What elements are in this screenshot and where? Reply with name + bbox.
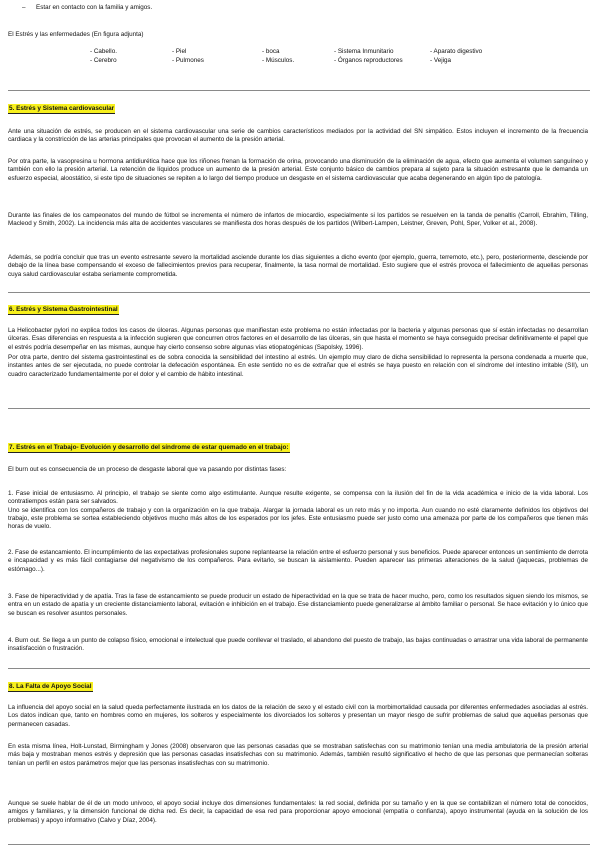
divider-rule	[8, 408, 590, 409]
section-paragraph: 1. Fase inicial de entusiasmo. Al principio, el trabajo se siente como algo estimulante. Aunque resulte exigente, se compensa con la ilusión del fin de la vida académica e inicio de la vida laboral. Los contratiempos están para ser salvados. Uno se identifica con los compañeros de trabajo y con la organización en la que trabaja. Alargar la jornada laboral es un reto más y no importa. Aun cuando no esté claramente definidos los objetivos del trabajo, este problema se sortea estableciendo objetivos mucho más altos de los esperados por los jefes. Este entusiasmo puede ser justo como una amenaza por parte de los compañeros que tienen más horas de vuelo.	[8, 490, 588, 531]
section-heading: 5. Estrés y Sistema cardiovascular	[9, 105, 115, 112]
organ-item: Cabello.	[93, 48, 117, 55]
organs-list	[90, 48, 530, 68]
divider-rule	[8, 668, 590, 669]
section-paragraph: Por otra parte, la vasopresina u hormona antidiurética hace que los riñones frenan la formación de orina, provocando una disminución de la eliminación de agua, efecto que aumenta el volumen sanguíneo y también con ello la presión arterial. La retención de líquidos produce un aumento de la presión arterial. Este conjunto básico de cambios prepara al sujeto para la situación estresante que le demanda un esfuerzo especial, aloostático, si este tipo de situaciones se repiten a lo largo del tiempo produce un desgaste en el sistema cardiovascular que acaba degenerando en algún tipo de patología.	[8, 158, 588, 182]
organ-item: Cerebro	[93, 56, 117, 64]
divider-rule	[8, 90, 590, 91]
organ-item: Piel	[175, 48, 187, 55]
section-paragraph: Por otra parte, dentro del sistema gastrointestinal es de sobra conocida la sensibilidad del intestino al estrés. Un ejemplo muy claro de dicha sensibilidad lo representa la persona condenada a muerte que, instantes antes de ser ejecutada, no puede controlar la defecación espontánea. En este sentido no es de extrañar que el estrés se haya puesto en relación con el síndrome del intestino irritable (SII), un cuadro caracterizado fundamentalmente por el dolor y el cambio de hábito intestinal.	[8, 354, 588, 378]
organ-item: Sistema Inmunitario	[337, 48, 394, 55]
organ-item: Órganos reproductores	[337, 56, 403, 64]
section-paragraph: Ante una situación de estrés, se producen en el sistema cardiovascular una serie de cambios característicos mediados por la actividad del SN simpático. Estos incluyen el incremento de la frecuencia cardiaca y la constricción de las arterias principales que provocan el aumento de la presión arterial.	[8, 128, 588, 144]
section-paragraph: Además, se podría concluir que tras un evento estresante severo la mortalidad asciende durante los días siguientes a dicho evento (por ejemplo, guerra, terremoto, etc.), pero, posteriormente, desciende por debajo de la línea base compensando el exceso de fallecimientos previos para recuperar, finalmente, la tasa normal de mortalidad. Esto sugiere que el estrés provoca el fallecimiento de aquellas personas cuya salud cardiovascular estaba seriamente comprometida.	[8, 254, 588, 278]
section-paragraph: La influencia del apoyo social en la salud queda perfectamente ilustrada en los datos de la relación de sexo y el estado civil con la morbimortalidad causada por diferentes enfermedades asociadas al estrés. Los datos indican que, tanto en hombres como en mujeres, los solteros y especialmente los divorciados los solteros y presentan un mayor riesgo de sufrir problemas de salud que aquellas personas que permanecen casadas.	[8, 704, 588, 728]
organ-column: - Piel - Pulmones	[172, 48, 204, 64]
divider-rule	[8, 292, 590, 293]
organ-column: - Cabello. - Cerebro	[90, 48, 117, 64]
section-paragraph: Aunque se suele hablar de él de un modo unívoco, el apoyo social incluye dos dimensiones fundamentales: la red social, definida por su tamaño y en la que se contabilizan el número total de conocidos, amigos y familiares, y la dimensión funcional de dicha red. Es decir, la capacidad de esa red para proporcionar apoyo emocional (empatía o confianza), apoyo instrumental (ayuda en la solución de los problemas) y apoyo informativo (Calvo y Díaz, 2004).	[8, 800, 588, 824]
intro-bullet-text: Estar en contacto con la familia y amigos.	[36, 4, 153, 11]
organ-column: - boca - Músculos.	[262, 48, 295, 64]
section-paragraph: 2. Fase de estancamiento. El incumplimiento de las expectativas profesionales supone replantearse la relación entre el esfuerzo personal y sus beneficios. Puede aparecer entonces un sentimiento de derrota e incapacidad y es más fácil contagiarse del negativismo de los compañeros. Para evitarlo, se buscan la aislamiento. Pueden aparecer las primeras alteraciones de la salud (jaquecas, problemas de estómago...).	[8, 549, 588, 573]
divider-rule	[8, 844, 590, 845]
section-paragraph: 3. Fase de hiperactividad y de apatía. Tras la fase de estancamiento se puede producir un estado de hiperactividad en la que se trata de hacer mucho, pero, como los resultados siguen siendo los mismos, se entra en un estado de apatía y un creciente distanciamiento laboral, evitación e inhibición en el trabajo. Ese distanciamiento puede generalizarse al ámbito familiar o personal. Se hace evitación y lo único que se buscan es resolver asuntos personales.	[8, 593, 588, 617]
organ-column: - Aparato digestivo - Vejiga	[430, 48, 483, 64]
intro-bullet	[22, 4, 422, 12]
section-paragraph: La Helicobacter pylori no explica todos los casos de úlceras. Algunas personas que manifiestan este problema no están infectadas por la bacteria y algunas personas que sí están infectadas no desarrollan úlceras. Esas diferencias en respuesta a la infección sugieren que concurren otros factores en el desarrollo de las úlceras, sin que hasta el momento se haya conseguido precisar definitivamente el papel que el estrés podría desempeñar en las mismas, aunque hay cierto consenso sobre algunas vías etiopatogénicas (Sapolsky, 1996).	[8, 327, 588, 351]
section-paragraph: En esta misma línea, Holt-Lunstad, Birmingham y Jones (2008) observaron que las personas casadas que se mostraban satisfechas con su matrimonio tenían una media ambulatoria de la presión arterial más baja y mostraban menos estrés y depresión que las personas casadas insatisfechas con su matrimonio. Además, también resultó significativo el hecho de que las personas que permanecían solteras tenían un perfil en estos parámetros mejor que las personas insatisfechas con su matrimonio.	[8, 743, 588, 767]
organ-column: - Sistema Inmunitario - Órganos reproductores	[334, 48, 403, 64]
section-heading: 8. La Falta de Apoyo Social	[9, 683, 92, 690]
section-paragraph: El burn out es consecuencia de un proceso de desgaste laboral que va pasando por distintas fases:	[8, 466, 287, 473]
section-paragraph: Durante las finales de los campeonatos del mundo de fútbol se incrementa el número de infartos de miocardio, especialmente si los partidos se resuelven en la tanda de penaltis (Carroll, Ebrahim, Tilling, Macleod y Smith, 2002). La incidencia más alta de accidentes vasculares se manifiesta dos horas después de los partidos (Wilbert-Lampen, Leistner, Greven, Pohl, Sper, Volker et al., 2008).	[8, 212, 588, 228]
organs-caption: El Estrés y las enfermedades (En figura adjunta)	[8, 31, 144, 38]
section-heading: 6. Estrés y Sistema Gastrointestinal	[9, 306, 118, 313]
organ-item: Músculos.	[265, 56, 295, 64]
bullet-dash: –	[22, 4, 26, 11]
organ-item: Pulmones	[175, 56, 204, 64]
section-heading: 7. Estrés en el Trabajo- Evolución y desarrollo del síndrome de estar quemado en el trabajo:	[9, 444, 289, 451]
organ-item: Aparato digestivo	[433, 48, 483, 55]
organ-item: boca	[265, 48, 280, 55]
section-paragraph: 4. Burn out. Se llega a un punto de colapso físico, emocional e intelectual que puede conllevar el traslado, el abandono del puesto de trabajo, las bajas continuadas o arrastrar una vida laboral de permanente insatisfacción o frustración.	[8, 637, 588, 653]
organ-item: Vejiga	[433, 56, 452, 64]
